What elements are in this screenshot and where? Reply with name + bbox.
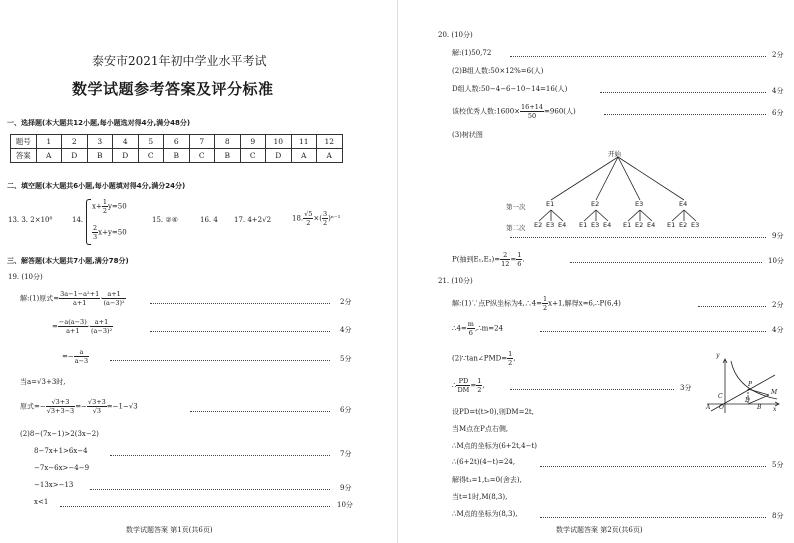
score-leader (110, 360, 330, 361)
solution-step-8: −7x−6x>−4−9 (34, 464, 90, 472)
answer-20-1: 解:(1)50,72 (452, 49, 492, 57)
answer-18: 18. $\frac{√5}{2}$ ×( $\frac{3}{2}$ )ⁿ⁻¹ (292, 210, 341, 227)
answer-14-eq2: $\frac{2}{3}$ x+y=50 (93, 224, 127, 241)
answer-21-11: ∴M点的坐标为(8,3), (452, 510, 518, 518)
score-leader (190, 411, 330, 412)
solution-step-7: 8−7x+1>6x−4 (34, 447, 88, 455)
score-leader (600, 92, 766, 93)
graph-label-b: B (757, 404, 762, 411)
graph-label-c: C (718, 393, 723, 400)
score-label: 2分 (772, 301, 784, 309)
tree-edge (596, 210, 608, 221)
score-label: 7分 (340, 450, 352, 458)
tree-node-level-1: E3 (635, 200, 644, 208)
section-1-heading: 一、选择题(本大题共12小题,每小题选对得4分,满分48分) (7, 119, 191, 127)
answer-21-10: 当t=1时,M(8,3), (452, 493, 508, 501)
answer-17: 17. 4+2√2 (234, 216, 272, 224)
answer-21-8: ∴(6+2t)(4−t)=24, (452, 458, 516, 466)
graph-label-a: A (706, 404, 711, 411)
solution-step-1: 解:(1)原式= $\frac{\text{3a−1−a²+1}}{a+1}$ · $\frac{a+1}{\text{(a−3)²}}$ (20, 290, 125, 307)
solution-step-5: 原式=− $\frac{√3+3}{√3+3-3}$ =− $\frac{√3+3}{√3}$ =−1−√3 (20, 398, 138, 415)
score-leader (540, 331, 766, 332)
tree-node-level-1: E1 (546, 200, 555, 208)
answer-21-2: ∴4= $\frac{m}{6}$ ,∴m=24 (452, 320, 504, 337)
table-cell: D (113, 149, 139, 163)
table-row (11, 149, 343, 163)
score-label: 5分 (340, 355, 352, 363)
tree-node-level-2: E3 (591, 221, 600, 229)
score-label: 2分 (772, 51, 784, 59)
table-cell: 1 (36, 135, 62, 149)
table-cell: B (87, 149, 113, 163)
answer-15: 15. ②④ (152, 216, 178, 224)
solution-step-2: = $\frac{-a(a-3)}{a+1}$ · $\frac{a+1}{\text{(a−3)²}}$ (52, 318, 113, 335)
table-cell: B (215, 149, 241, 163)
score-label: 3分 (680, 384, 692, 392)
score-leader (150, 331, 330, 332)
table-cell: C (138, 149, 164, 163)
question-21-heading: 21. (10分) (438, 277, 473, 285)
solution-step-6: (2)8−(7x−1)>2(3x−2) (20, 430, 99, 438)
tree-node-level-2: E4 (647, 221, 656, 229)
tree-node-level-2: E4 (558, 221, 567, 229)
answer-21-7: ∴M点的坐标为(6+2t,4−t) (452, 442, 538, 450)
tree-node-level-1: E4 (679, 200, 688, 208)
score-label: 4分 (340, 326, 352, 334)
answer-21-3: (2)∵tan∠PMD= $\frac{1}{2}$ , (452, 350, 516, 367)
tree-edge (672, 210, 684, 221)
table-cell: 6 (164, 135, 190, 149)
score-label: 5分 (772, 461, 784, 469)
answer-21-9: 解得t₁=1,t₂=0(舍去), (452, 476, 522, 484)
answer-21-1: 解:(1)∵点P纵坐标为4,∴4= $\frac{1}{2}$ x+1,解得x=6,∴P(6,4) (452, 295, 621, 312)
table-cell: 7 (189, 135, 215, 149)
score-label: 6分 (772, 109, 784, 117)
tree-node-level-2: E1 (579, 221, 588, 229)
table-cell: 8 (215, 135, 241, 149)
tree-node-level-2: E3 (546, 221, 555, 229)
table-cell: 3 (87, 135, 113, 149)
page-footer: 数学试题答案 第2页(共6页) (556, 526, 643, 534)
tree-edge (551, 210, 563, 221)
answer-14-label: 14. (72, 216, 84, 224)
tree-node-level-1: E2 (591, 200, 600, 208)
page-subtitle: 数学试题参考答案及评分标准 (72, 80, 274, 98)
graph-label-p: P (748, 381, 753, 388)
table-cell: A (291, 149, 317, 163)
tree-node-level-2: E2 (534, 221, 543, 229)
answer-16: 16. 4 (200, 216, 218, 224)
table-cell: 11 (291, 135, 317, 149)
graph-label-m: M (771, 389, 778, 396)
page-title: 泰安市2021年初中学业水平考试 (92, 54, 267, 68)
tree-edge (684, 210, 696, 221)
coordinate-graph (703, 355, 783, 415)
graph-label-y: y (716, 352, 720, 359)
tree-root: 开始 (608, 150, 621, 158)
table-cell: 12 (317, 135, 343, 149)
section-2-heading: 二、填空题(本大题共6小题,每小题填对得4分,满分24分) (7, 182, 186, 190)
page-footer: 数学试题答案 第1页(共6页) (126, 526, 213, 534)
table-row (11, 135, 343, 149)
tree-row-label: 第二次 (506, 224, 526, 232)
answer-20-3: D组人数:50−4−6−10−14=16(人) (452, 85, 568, 93)
answer-20-6: P(抽到E₁,E₂)= $\frac{2}{12}$ = $\frac{1}{6}$ . (452, 251, 525, 268)
tree-edge (596, 157, 618, 200)
score-label: 6分 (340, 406, 352, 414)
score-label: 10分 (337, 501, 353, 509)
score-label: 2分 (340, 298, 352, 306)
tree-node-level-2: E1 (623, 221, 632, 229)
score-leader (150, 303, 330, 304)
tree-node-level-2: E4 (603, 221, 612, 229)
table-cell: C (189, 149, 215, 163)
table-cell: A (36, 149, 62, 163)
table-cell: 5 (138, 135, 164, 149)
page-divider (397, 0, 398, 543)
score-leader (90, 489, 330, 490)
table-cell: C (240, 149, 266, 163)
answer-13: 13. 3. 2×10⁸ (8, 216, 53, 224)
answer-21-5: 设PD=t(t>0),则DM=2t, (452, 408, 534, 416)
score-leader (698, 306, 766, 307)
score-label: 4分 (772, 326, 784, 334)
question-19-heading: 19. (10分) (8, 273, 43, 281)
solution-step-10: x<1 (34, 498, 49, 506)
score-label: 9分 (340, 484, 352, 492)
table-cell: 9 (240, 135, 266, 149)
tree-node-level-2: E3 (691, 221, 700, 229)
table-cell: D (266, 149, 292, 163)
graph-label-x: x (773, 406, 777, 413)
answer-20-2: (2)B组人数:50×12%=6(人) (452, 67, 544, 75)
section-3-heading: 三、解答题(本大题共7小题,满分78分) (7, 257, 129, 265)
tree-node-level-2: E2 (679, 221, 688, 229)
answer-21-6: 当M点在P点右侧, (452, 425, 509, 433)
score-label: 9分 (772, 232, 784, 240)
answer-table (10, 134, 343, 163)
graph-label-o: O (719, 404, 724, 411)
table-header-cell: 答案 (11, 149, 37, 163)
tree-row-label: 第一次 (506, 203, 526, 211)
tree-edge (584, 210, 596, 221)
score-leader (540, 517, 766, 518)
tree-edge (551, 157, 618, 200)
answer-21-4: ∴ $\frac{PD}{DM}$ = $\frac{1}{2}$ , (452, 377, 485, 394)
score-label: 8分 (772, 512, 784, 520)
score-leader (510, 389, 674, 390)
score-leader (540, 466, 766, 467)
table-cell: 4 (113, 135, 139, 149)
tree-edge (628, 210, 640, 221)
tree-edge (539, 210, 551, 221)
tree-edge (618, 157, 684, 200)
score-label: 10分 (768, 257, 784, 265)
table-cell: A (317, 149, 343, 163)
score-leader (110, 455, 330, 456)
score-leader (604, 114, 766, 115)
score-label: 4分 (772, 87, 784, 95)
table-cell: D (62, 149, 88, 163)
answer-20-4: 该校优秀人数:1600× $\frac{16+14}{50}$ =960(人) (452, 103, 576, 120)
score-leader (570, 262, 762, 263)
solution-step-9: −13x>−13 (34, 481, 74, 489)
score-leader (510, 56, 766, 57)
table-header-cell: 题号 (11, 135, 37, 149)
graph-label-d: D (745, 397, 750, 404)
tree-node-level-2: E1 (667, 221, 676, 229)
solution-step-4: 当a=√3+3时, (20, 378, 66, 386)
tree-edge (640, 210, 652, 221)
solution-step-3: =− $\frac{a}{a-3}$ (62, 348, 89, 365)
tree-node-level-2: E2 (635, 221, 644, 229)
answer-20-5: (3)树状图 (452, 131, 483, 139)
tree-edge (618, 157, 640, 200)
table-cell: 2 (62, 135, 88, 149)
table-cell: 10 (266, 135, 292, 149)
score-leader (510, 237, 766, 238)
answer-14-brace (86, 199, 91, 245)
table-cell: B (164, 149, 190, 163)
question-20-heading: 20. (10分) (438, 31, 473, 39)
answer-14-eq1: x+ $\frac{1}{2}$ y=50 (92, 198, 127, 215)
score-leader (60, 506, 330, 507)
